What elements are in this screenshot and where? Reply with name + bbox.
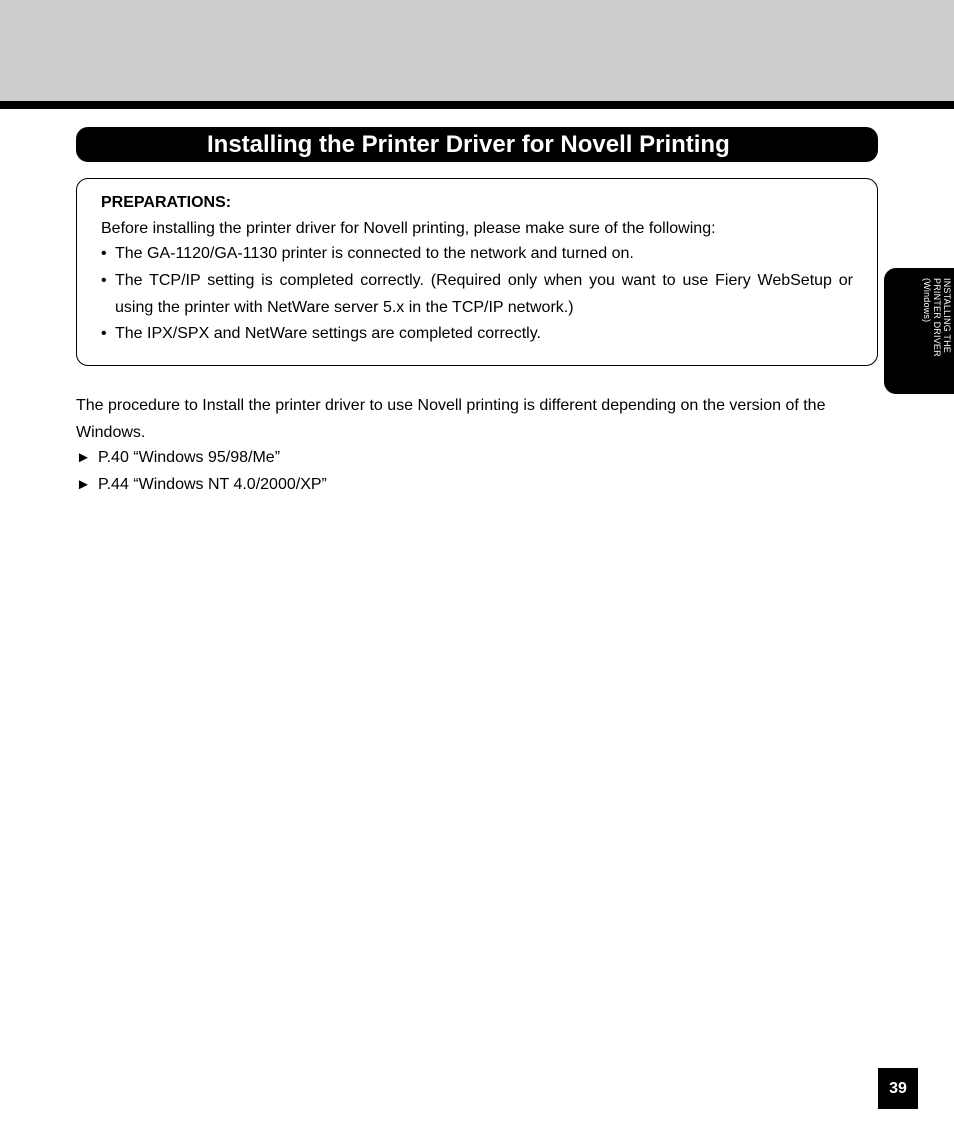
list-item (101, 241, 861, 268)
bullet-mark: • (101, 325, 107, 342)
header-band (0, 0, 954, 103)
side-tab-line: (Windows) (922, 278, 932, 323)
arrow-right-icon: ► (76, 476, 91, 493)
preparations-box (76, 178, 878, 366)
bullet-mark: • (101, 272, 107, 289)
list-item-text: The TCP/IP setting is completed correctly. (Required only when you want to use Fiery WebSetup or using the printer with NetWare server 5.x in the TCP/IP network.) (115, 272, 853, 316)
header-rule (0, 101, 954, 109)
list-item-text: The GA-1120/GA-1130 printer is connected to the network and turned on. (115, 245, 634, 262)
section-side-tab (884, 268, 954, 394)
reference-text: P.44 “Windows NT 4.0/2000/XP” (98, 476, 327, 493)
list-item-text: The IPX/SPX and NetWare settings are completed correctly. (115, 325, 541, 342)
list-item (101, 268, 853, 321)
arrow-right-icon: ► (76, 449, 91, 466)
bullet-mark: • (101, 245, 107, 262)
reference-text: P.40 “Windows 95/98/Me” (98, 449, 281, 466)
preparations-heading: PREPARATIONS: (101, 194, 232, 211)
reference-link-windows-95[interactable] (76, 448, 280, 468)
side-tab-line: PRINTER DRIVER (932, 278, 942, 357)
title-bar (76, 127, 878, 162)
side-tab-line: INSTALLING THE (942, 278, 952, 353)
page-number: 39 (878, 1068, 918, 1109)
preparations-intro: Before installing the printer driver for Novell printing, please make sure of the following: (101, 220, 716, 237)
page-title: Installing the Printer Driver for Novell Printing (207, 131, 730, 158)
side-tab-label (922, 278, 952, 357)
body-paragraph: The procedure to Install the printer driver to use Novell printing is different depending on the version of the Windows. (76, 397, 826, 441)
list-item (101, 321, 861, 348)
reference-link-windows-nt[interactable] (76, 475, 327, 495)
